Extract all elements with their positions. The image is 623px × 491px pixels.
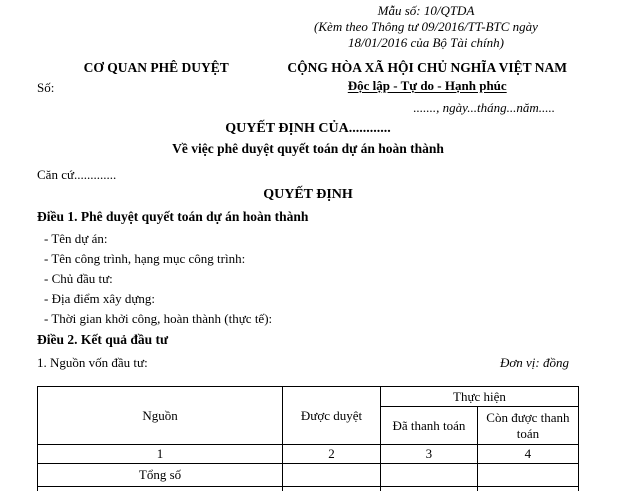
decision-title: QUYẾT ĐỊNH CỦA............ xyxy=(225,121,391,136)
article-1-item: - Thời gian khởi công, hoàn thành (thực tế): xyxy=(44,311,273,326)
form-reference xyxy=(273,0,579,51)
article-1-item: - Chủ đầu tư: xyxy=(44,271,113,286)
article-1-item: - Tên dự án: xyxy=(44,231,108,246)
circular-line-2: 18/01/2016 của Bộ Tài chính) xyxy=(348,35,504,50)
letterhead-right xyxy=(275,60,579,115)
total-remaining-cell xyxy=(477,464,578,487)
decision-subject: Về việc phê duyệt quyết toán dự án hoàn thành xyxy=(172,141,444,156)
circular-line-1: (Kèm theo Thông tư 09/2016/TT-BTC ngày xyxy=(314,19,538,34)
table-header-row-1 xyxy=(38,387,579,407)
independence-motto: Độc lập - Tự do - Hạnh phúc xyxy=(347,78,507,93)
column-index-cell: 3 xyxy=(380,445,477,464)
column-index-cell: 2 xyxy=(283,445,381,464)
table-row-partial xyxy=(38,487,579,491)
letterhead xyxy=(37,60,579,115)
table-row-total xyxy=(38,464,579,487)
column-index-cell: 1 xyxy=(38,445,283,464)
basis-line: Căn cứ............. xyxy=(37,167,117,182)
document-number-label: Số: xyxy=(37,80,55,95)
table-header-approved: Được duyệt xyxy=(283,387,381,445)
table-header-implemented: Thực hiện xyxy=(380,387,578,407)
form-number-line: Mẫu số: 10/QTDA xyxy=(377,3,475,18)
capital-source-row xyxy=(37,355,579,370)
total-row-label: Tổng số xyxy=(38,464,283,487)
article-1-item: - Địa điểm xây dựng: xyxy=(44,291,156,306)
republic-title: CỘNG HÒA XÃ HỘI CHỦ NGHĨA VIỆT NAM xyxy=(287,60,568,75)
table-header-source: Nguồn xyxy=(38,387,283,445)
column-index-row xyxy=(38,445,579,464)
title-block xyxy=(37,121,579,156)
table-header-paid: Đã thanh toán xyxy=(380,407,477,445)
date-placeholder-line: ......., ngày...tháng...năm..... xyxy=(413,100,555,115)
letterhead-left xyxy=(37,60,275,115)
capital-source-label: 1. Nguồn vốn đầu tư: xyxy=(37,355,148,370)
approving-agency-title: CƠ QUAN PHÊ DUYỆT xyxy=(83,60,229,75)
article-1-items xyxy=(37,229,579,329)
article-2-heading: Điều 2. Kết quả đầu tư xyxy=(37,332,169,347)
unit-note: Đơn vị: đồng xyxy=(499,355,569,370)
total-paid-cell xyxy=(380,464,477,487)
decision-heading: QUYẾT ĐỊNH xyxy=(263,187,353,202)
article-1-heading: Điều 1. Phê duyệt quyết toán dự án hoàn thành xyxy=(37,209,309,224)
total-approved-cell xyxy=(283,464,381,487)
table-header-remaining: Còn được thanh toán xyxy=(477,407,578,445)
capital-sources-table xyxy=(37,386,579,491)
article-1-item: - Tên công trình, hạng mục công trình: xyxy=(44,251,246,266)
column-index-cell: 4 xyxy=(477,445,578,464)
